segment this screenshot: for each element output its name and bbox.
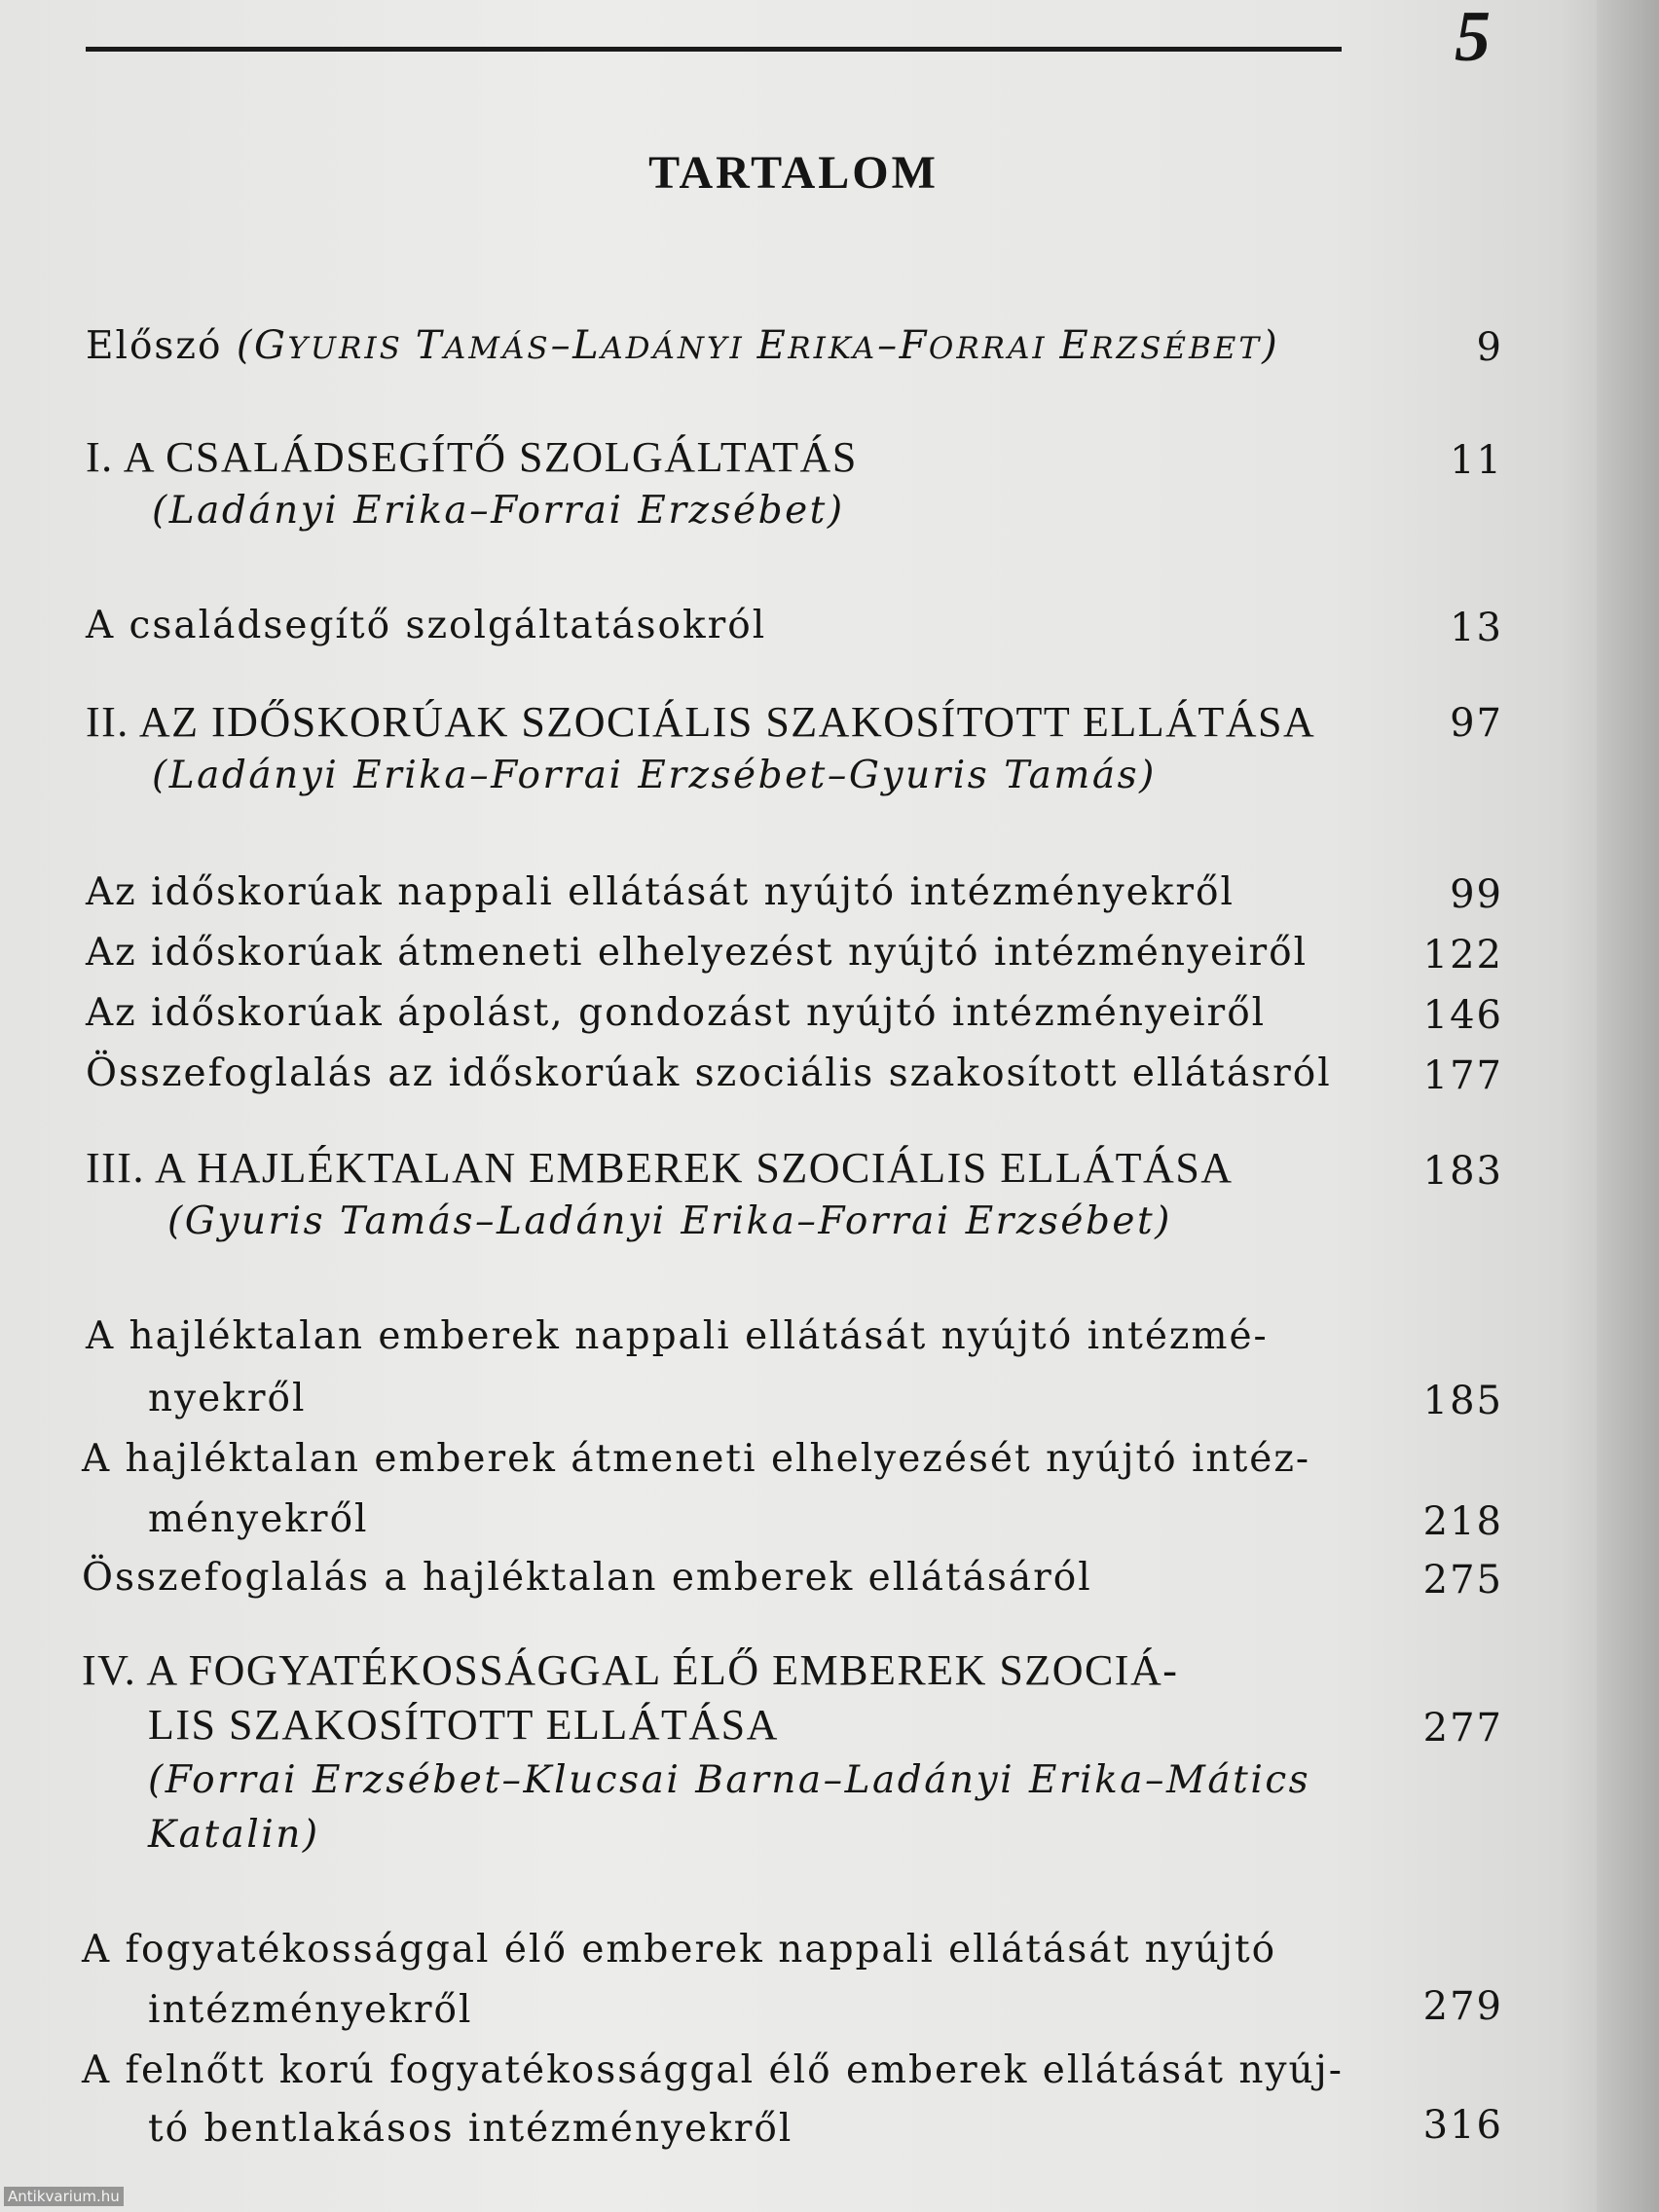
watermark: Antikvarium.hu	[4, 2187, 124, 2206]
section-4-1-page: 279	[1422, 1984, 1503, 2029]
section-3-3-page: 275	[1422, 1558, 1503, 1603]
chapter-2-page: 97	[1450, 701, 1503, 746]
chapter-3-title: III. A HAJLÉKTALAN EMBEREK SZOCIÁLIS ELLÁTÁSA	[86, 1144, 1234, 1192]
chapter-2-title: II. AZ IDŐSKORÚAK SZOCIÁLIS SZAKOSÍTOTT ELLÁTÁSA	[86, 698, 1316, 746]
section-3-2-title-line2: ményekről	[148, 1497, 369, 1541]
chapter-3-page: 183	[1422, 1149, 1503, 1194]
preface-page: 9	[1476, 325, 1503, 370]
chapter-4-authors-line1: (Forrai Erzsébet–Klucsai Barna–Ladányi Erika–Mátics	[148, 1758, 1311, 1802]
page-edge-shadow	[1597, 0, 1659, 2212]
section-4-1-title-line2: intézményekről	[148, 1988, 473, 2032]
chapter-4-title-line1: IV. A FOGYATÉKOSSÁGGAL ÉLŐ EMBEREK SZOCIÁ-	[82, 1646, 1179, 1694]
chapter-1-authors: (Ladányi Erika–Forrai Erzsébet)	[152, 489, 845, 533]
section-2-3-page: 146	[1422, 993, 1503, 1038]
chapter-1-page: 11	[1450, 438, 1503, 483]
section-3-3-title: Összefoglalás a hajléktalan emberek ellátásáról	[82, 1556, 1092, 1600]
chapter-1-title: I. A CSALÁDSEGÍTŐ SZOLGÁLTATÁS	[86, 433, 858, 481]
chapter-3-authors: (Gyuris Tamás–Ladányi Erika–Forrai Erzsébet)	[167, 1199, 1172, 1243]
section-1-1-page: 13	[1450, 606, 1503, 650]
chapter-2-authors: (Ladányi Erika–Forrai Erzsébet–Gyuris Tamás)	[152, 754, 1157, 797]
section-4-2-page: 316	[1422, 2103, 1503, 2148]
section-4-2-title-line1: A felnőtt korú fogyatékossággal élő emberek ellátását nyúj-	[82, 2048, 1344, 2092]
section-2-1-title: Az időskorúak nappali ellátását nyújtó intézményekről	[86, 870, 1235, 914]
section-2-4-page: 177	[1422, 1053, 1503, 1098]
header-rule	[86, 47, 1342, 52]
section-2-3-title: Az időskorúak ápolást, gondozást nyújtó intézményeiről	[86, 991, 1267, 1035]
section-3-1-title-line2: nyekről	[148, 1377, 307, 1420]
section-2-4-title: Összefoglalás az időskorúak szociális szakosított ellátásról	[86, 1051, 1332, 1095]
section-1-1-title: A családsegítő szolgáltatásokról	[86, 604, 767, 647]
section-2-2-title: Az időskorúak átmeneti elhelyezést nyújtó intézményeiről	[86, 931, 1309, 975]
section-3-1-page: 185	[1422, 1379, 1503, 1423]
preface-label: Előszó	[86, 324, 223, 368]
chapter-4-authors-line2: Katalin)	[148, 1813, 320, 1857]
chapter-4-title-line2: LIS SZAKOSÍTOTT ELLÁTÁSA	[148, 1701, 779, 1749]
section-2-2-page: 122	[1422, 933, 1503, 977]
section-4-1-title-line1: A fogyatékossággal élő emberek nappali ellátását nyújtó	[82, 1928, 1277, 1972]
page-title: TARTALOM	[648, 147, 939, 199]
section-3-1-title-line1: A hajléktalan emberek nappali ellátását nyújtó intézmé-	[86, 1314, 1269, 1358]
page-number: 5	[1455, 0, 1491, 77]
chapter-4-page: 277	[1422, 1706, 1503, 1751]
section-3-2-page: 218	[1422, 1499, 1503, 1544]
section-4-2-title-line2: tó bentlakásos intézményekről	[148, 2107, 793, 2151]
section-3-2-title-line1: A hajléktalan emberek átmeneti elhelyezését nyújtó intéz-	[82, 1437, 1311, 1481]
preface-authors: (GYURIS TAMÁS–LADÁNYI ERIKA–FORRAI ERZSÉBET)	[236, 323, 1280, 368]
section-2-1-page: 99	[1450, 872, 1503, 917]
